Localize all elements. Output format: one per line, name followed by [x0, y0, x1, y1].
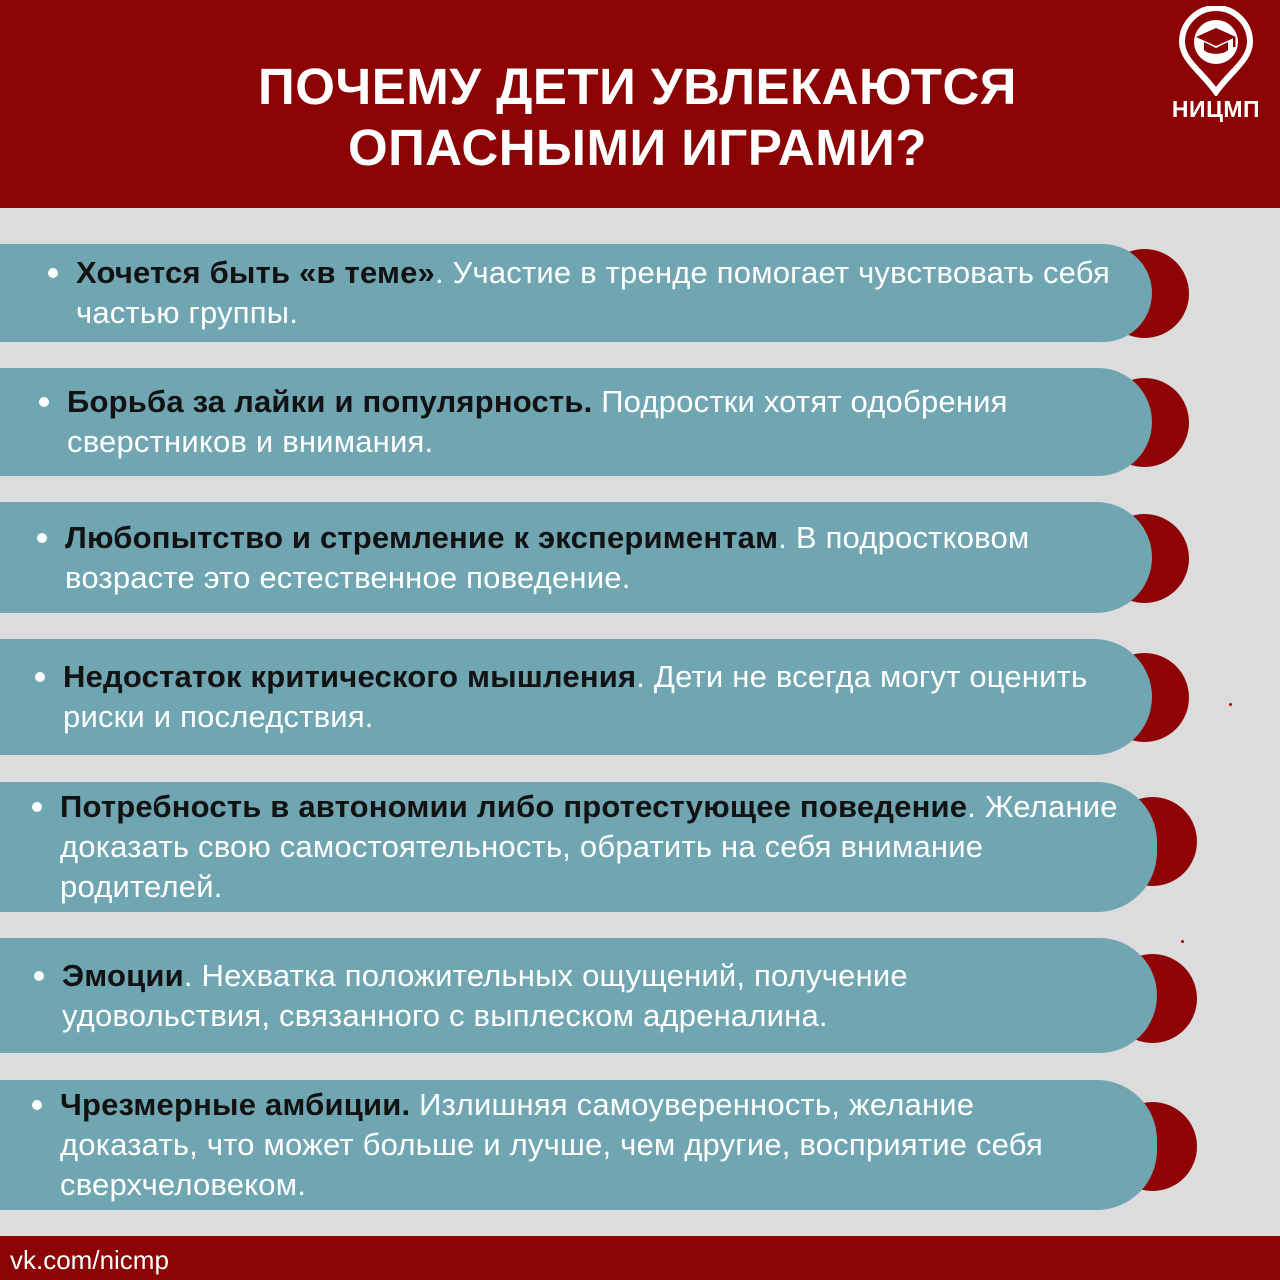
header-banner: [0, 0, 1280, 208]
item-text: [67, 382, 1127, 462]
item-card: [0, 502, 1152, 613]
item-card: [0, 639, 1152, 755]
decorative-speck: [1229, 703, 1232, 706]
logo-text: НИЦМП: [1171, 96, 1261, 122]
item-heading: Борьба за лайки и популярность.: [67, 384, 593, 419]
item-heading: Хочется быть «в теме»: [76, 255, 435, 290]
item-description: . Желание доказать свою самостоятельность, обратить на себя внимание родителей.: [60, 789, 1118, 904]
decorative-speck: [1181, 940, 1184, 943]
list-item: [0, 368, 1200, 476]
item-card: [0, 938, 1157, 1053]
item-description: Излишняя самоуверенность, желание доказать, что может больше и лучше, чем другие, восприятие себя сверхчеловеком.: [60, 1087, 1044, 1202]
vk-link[interactable]: vk.com/nicmp: [10, 1245, 169, 1275]
item-text: [65, 518, 1140, 598]
list-item: [0, 938, 1200, 1053]
item-text: [60, 787, 1145, 907]
item-text: [60, 1085, 1120, 1205]
list-item: [0, 782, 1200, 912]
item-card: [0, 782, 1157, 912]
item-text: [62, 956, 1122, 1036]
item-heading: Недостаток критического мышления: [63, 659, 637, 694]
item-description: . Участие в тренде помогает чувствовать себя частью группы.: [76, 255, 1110, 330]
item-text: [76, 253, 1136, 333]
item-description: . Нехватка положительных ощущений, получение удовольствия, связанного с выплеском адреналина.: [62, 957, 908, 1033]
page-title: [0, 56, 1275, 178]
list-item: [0, 1080, 1200, 1210]
item-card: [0, 368, 1152, 476]
item-description: . В подростковом возрасте это естественное поведение.: [65, 519, 1030, 595]
list-item: [0, 244, 1200, 342]
item-heading: Любопытство и стремление к экспериментам: [65, 519, 779, 555]
item-card: [0, 1080, 1157, 1210]
nicmp-logo: [1160, 6, 1272, 126]
footer-bar: [0, 1236, 1280, 1280]
item-heading: Потребность в автономии либо протестующее поведение: [60, 789, 968, 824]
title-line-2: ОПАСНЫМИ ИГРАМИ?: [347, 119, 927, 176]
item-text: [63, 657, 1123, 737]
list-item: [0, 502, 1200, 613]
item-heading: Чрезмерные амбиции.: [60, 1087, 411, 1122]
item-description: . Дети не всегда могут оценить риски и последствия.: [63, 659, 1088, 734]
item-card: [0, 244, 1152, 342]
item-heading: Эмоции: [62, 957, 184, 993]
item-description: Подростки хотят одобрения сверстников и внимания.: [67, 384, 1008, 459]
list-item: [0, 639, 1200, 755]
title-line-1: ПОЧЕМУ ДЕТИ УВЛЕКАЮТСЯ: [258, 58, 1017, 115]
graduation-cap-pin-icon: [1178, 6, 1254, 96]
